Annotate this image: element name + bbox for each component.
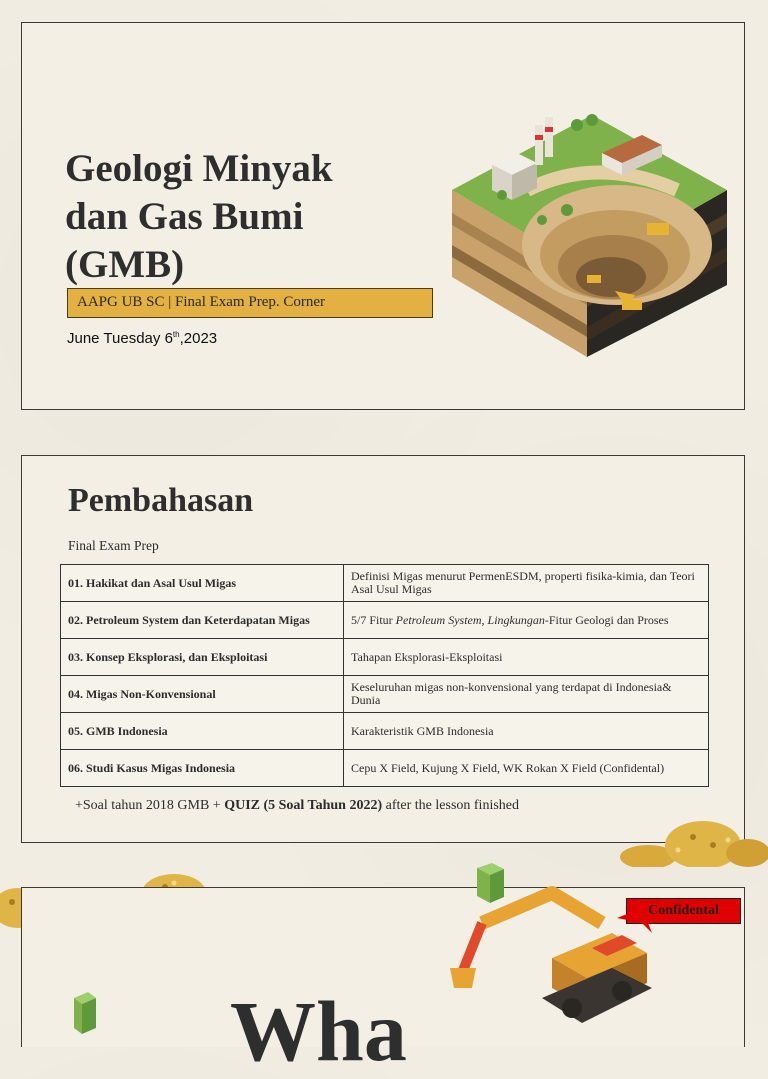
topics-table (60, 564, 709, 787)
desc-cell: Cepu X Field, Kujung X Field, WK Rokan X Field (Confidental) (344, 750, 709, 787)
date-main: June Tuesday 6 (67, 330, 173, 347)
slide-heading: Wha (230, 983, 407, 1079)
desc-cell: Keseluruhan migas non-konvensional yang terdapat di Indonesia& Dunia (344, 676, 709, 713)
slide-title (65, 145, 405, 289)
excavator-illustration (442, 863, 657, 1028)
topic-cell: 01. Hakikat dan Asal Usul Migas (61, 565, 344, 602)
title-line-3: (GMB) (65, 243, 185, 286)
table-row (61, 602, 709, 639)
topic-cell: 02. Petroleum System dan Keterdapatan Migas (61, 602, 344, 639)
table-row (61, 676, 709, 713)
desc-cell (344, 602, 709, 639)
section-subtitle: Final Exam Prep (68, 538, 159, 553)
table-row (61, 713, 709, 750)
table-row (61, 750, 709, 787)
desc-text: 5/7 Fitur (351, 612, 396, 627)
title-line-1: Geologi Minyak (65, 147, 333, 190)
topic-cell: 06. Studi Kasus Migas Indonesia (61, 750, 344, 787)
date-text (67, 330, 217, 347)
title-line-2: dan Gas Bumi (65, 195, 304, 238)
cactus-icon (66, 988, 102, 1038)
table-row (61, 639, 709, 676)
tagline-banner: AAPG UB SC | Final Exam Prep. Corner (67, 288, 433, 318)
desc-italic-text: Petroleum System, Lingkungan (395, 612, 545, 627)
title-slide (21, 22, 745, 410)
desc-text: -Fitur Geologi dan Proses (544, 612, 669, 627)
date-year: ,2023 (179, 330, 218, 347)
table-row (61, 565, 709, 602)
topics-slide (21, 455, 745, 843)
topic-cell: 05. GMB Indonesia (61, 713, 344, 750)
date-superscript: th (172, 330, 180, 339)
rock-pile-icon (618, 815, 768, 867)
topic-cell: 03. Konsep Eksplorasi, dan Eksploitasi (61, 639, 344, 676)
desc-cell: Tahapan Eksplorasi-Eksploitasi (344, 639, 709, 676)
topic-cell: 04. Migas Non-Konvensional (61, 676, 344, 713)
desc-cell: Karakteristik GMB Indonesia (344, 713, 709, 750)
quiz-note (75, 798, 519, 814)
confidential-badge: Confidental (626, 898, 741, 924)
note-bold-text: QUIZ (5 Soal Tahun 2022) (224, 798, 383, 813)
section-title: Pembahasan (68, 482, 254, 519)
desc-cell: Definisi Migas menurut PermenESDM, properti fisika-kimia, dan Teori Asal Usul Migas (344, 565, 709, 602)
note-text: +Soal tahun 2018 GMB + (75, 798, 225, 813)
note-text: after the lesson finished (382, 798, 519, 813)
case-study-slide (21, 887, 745, 1079)
open-pit-mine-illustration (447, 95, 732, 365)
